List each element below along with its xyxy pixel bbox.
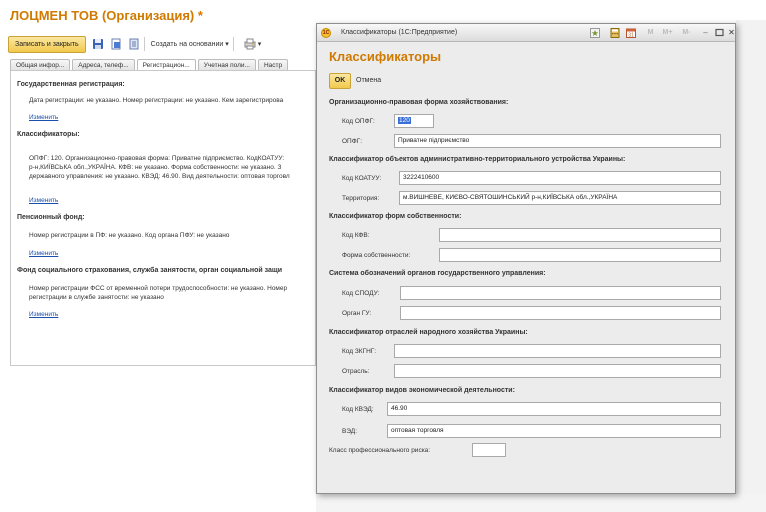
opf-section-heading: Организационно-правовая форма хозяйствования: xyxy=(329,99,509,106)
tab-accounting-policy[interactable]: Учетная поли... xyxy=(198,59,256,71)
state-registration-edit-link[interactable]: Изменить xyxy=(29,114,59,121)
background-shade xyxy=(316,494,766,512)
memory-m-icon[interactable]: M xyxy=(647,29,654,36)
gov-section-heading: Система обозначений органов государственного управления: xyxy=(329,270,546,277)
background-shade xyxy=(736,20,766,495)
opfg-code-label: Код ОПФГ: xyxy=(342,118,375,125)
dialog-window-title: Классификаторы (1С:Предприятие) xyxy=(341,29,458,36)
classifiers-text-line: р-н,КИЇВСЬКА обл.,УКРАЇНА. КФВ: не указано. Форма собственности: не указано. З xyxy=(29,164,282,171)
dialog-titlebar[interactable] xyxy=(317,24,735,42)
spodu-code-field[interactable] xyxy=(400,286,721,300)
classifiers-heading: Классификаторы: xyxy=(17,131,80,138)
territory-field[interactable]: м.ВИШНЕВЕ, КИЄВО-СВЯТОШИНСЬКИЙ р-н,КИЇВСЬКА обл.,УКРАЇНА xyxy=(399,191,721,205)
kfv-code-field[interactable] xyxy=(439,228,721,242)
state-registration-text: Дата регистрации: не указано. Номер регистрации: не указано. Кем зарегистрирова xyxy=(29,97,284,104)
ok-button[interactable]: OK xyxy=(329,73,351,89)
social-insurance-text-line: регистрации в службе занятости: не указано xyxy=(29,294,164,301)
minimize-icon[interactable]: – xyxy=(703,28,708,37)
chevron-down-icon[interactable]: ▾ xyxy=(225,41,229,48)
territory-label: Территория: xyxy=(342,195,380,202)
tab-general[interactable]: Общая инфор... xyxy=(10,59,70,71)
form-toolbar xyxy=(8,35,261,53)
pension-fund-text: Номер регистрации в ПФ: не указано. Код органа ПФУ: не указано xyxy=(29,232,230,239)
ownership-form-label: Форма собственности: xyxy=(342,252,411,259)
opfg-field[interactable]: Приватне підприємство xyxy=(394,134,721,148)
classifiers-text-line: державного управления: не указано. КВЭД: 46.90. Вид деятельности: оптовая торговл xyxy=(29,173,290,180)
activity-section-heading: Классификатор видов экономической деятельности: xyxy=(329,387,515,394)
classifiers-text-line: ОПФГ: 120. Организационно-правовая форма: Приватне підприємство. КодКОАТУУ: xyxy=(29,155,285,162)
risk-class-label: Класс профессионального риска: xyxy=(329,447,431,454)
ownership-form-field[interactable] xyxy=(439,248,721,262)
branch-label: Отрасль: xyxy=(342,368,370,375)
save-icon[interactable] xyxy=(92,38,104,50)
pension-fund-heading: Пенсионный фонд: xyxy=(17,214,85,221)
opfg-code-field[interactable] xyxy=(394,114,434,128)
state-registration-heading: Государственная регистрация: xyxy=(17,81,125,88)
social-insurance-text-line: Номер регистрации ФСС от временной потери трудоспособности: не указано. Номер xyxy=(29,285,288,292)
spodu-code-label: Код СПОДУ: xyxy=(342,290,380,297)
save-and-close-button[interactable]: Записать и закрыть xyxy=(8,36,86,53)
kved-code-field[interactable]: 46.90 xyxy=(387,402,721,416)
ved-label: ВЭД: xyxy=(342,428,357,435)
zkgng-code-label: Код ЗКГНГ: xyxy=(342,348,377,355)
kfv-code-label: Код КФВ: xyxy=(342,232,370,239)
calendar-icon[interactable] xyxy=(625,28,636,39)
maximize-icon[interactable] xyxy=(714,28,725,39)
1c-logo-icon: 1C xyxy=(322,30,330,36)
memory-m-minus-icon[interactable]: M- xyxy=(682,29,691,36)
classifiers-edit-link[interactable]: Изменить xyxy=(29,197,59,204)
opfg-label: ОПФГ: xyxy=(342,138,362,145)
create-based-on-button[interactable]: Создать на основании xyxy=(150,40,224,48)
social-insurance-heading: Фонд социального страхования, служба занятости, орган социальной защи xyxy=(17,267,283,274)
classifiers-dialog xyxy=(316,23,736,494)
risk-class-field[interactable] xyxy=(472,443,506,457)
toolbar-separator xyxy=(144,37,145,51)
registration-panel xyxy=(10,70,316,366)
branch-field[interactable] xyxy=(394,364,721,378)
calculator-icon[interactable] xyxy=(609,28,620,39)
memory-m-plus-icon[interactable]: M+ xyxy=(662,29,673,36)
list-document-icon[interactable] xyxy=(128,38,140,50)
chevron-down-icon[interactable]: ▾ xyxy=(257,41,262,48)
tab-addresses[interactable]: Адреса, телеф... xyxy=(72,59,134,71)
kved-code-label: Код КВЭД: xyxy=(342,406,374,413)
gov-organ-field[interactable] xyxy=(400,306,721,320)
koatuu-code-field[interactable]: 3222410600 xyxy=(399,171,721,185)
koatuu-section-heading: Классификатор объектов административно-территориального устройства Украины: xyxy=(329,156,626,163)
gov-organ-label: Орган ГУ: xyxy=(342,310,372,317)
svg-text:31: 31 xyxy=(627,32,634,38)
dialog-heading: Классификаторы xyxy=(329,49,442,64)
post-document-icon[interactable] xyxy=(110,38,122,50)
ved-field[interactable]: оптовая торговля xyxy=(387,424,721,438)
zkgng-code-field[interactable] xyxy=(394,344,721,358)
print-icon[interactable] xyxy=(244,38,256,50)
close-icon[interactable]: ✕ xyxy=(728,28,735,37)
form-title: ЛОЦМЕН ТОВ (Организация) * xyxy=(10,8,203,23)
branch-section-heading: Классификатор отраслей народного хозяйства Украины: xyxy=(329,329,528,336)
ownership-section-heading: Классификатор форм собственности: xyxy=(329,213,462,220)
pension-fund-edit-link[interactable]: Изменить xyxy=(29,250,59,257)
koatuu-code-label: Код КОАТУУ: xyxy=(342,175,382,182)
tab-registration[interactable]: Регистрацион... xyxy=(137,59,196,71)
toolbar-separator xyxy=(233,37,234,51)
social-insurance-edit-link[interactable]: Изменить xyxy=(29,311,59,318)
star-icon[interactable] xyxy=(589,28,600,39)
tab-settings[interactable]: Настр xyxy=(258,59,288,71)
cancel-button[interactable]: Отмена xyxy=(356,77,382,84)
opfg-code-value: 120 xyxy=(399,117,410,124)
